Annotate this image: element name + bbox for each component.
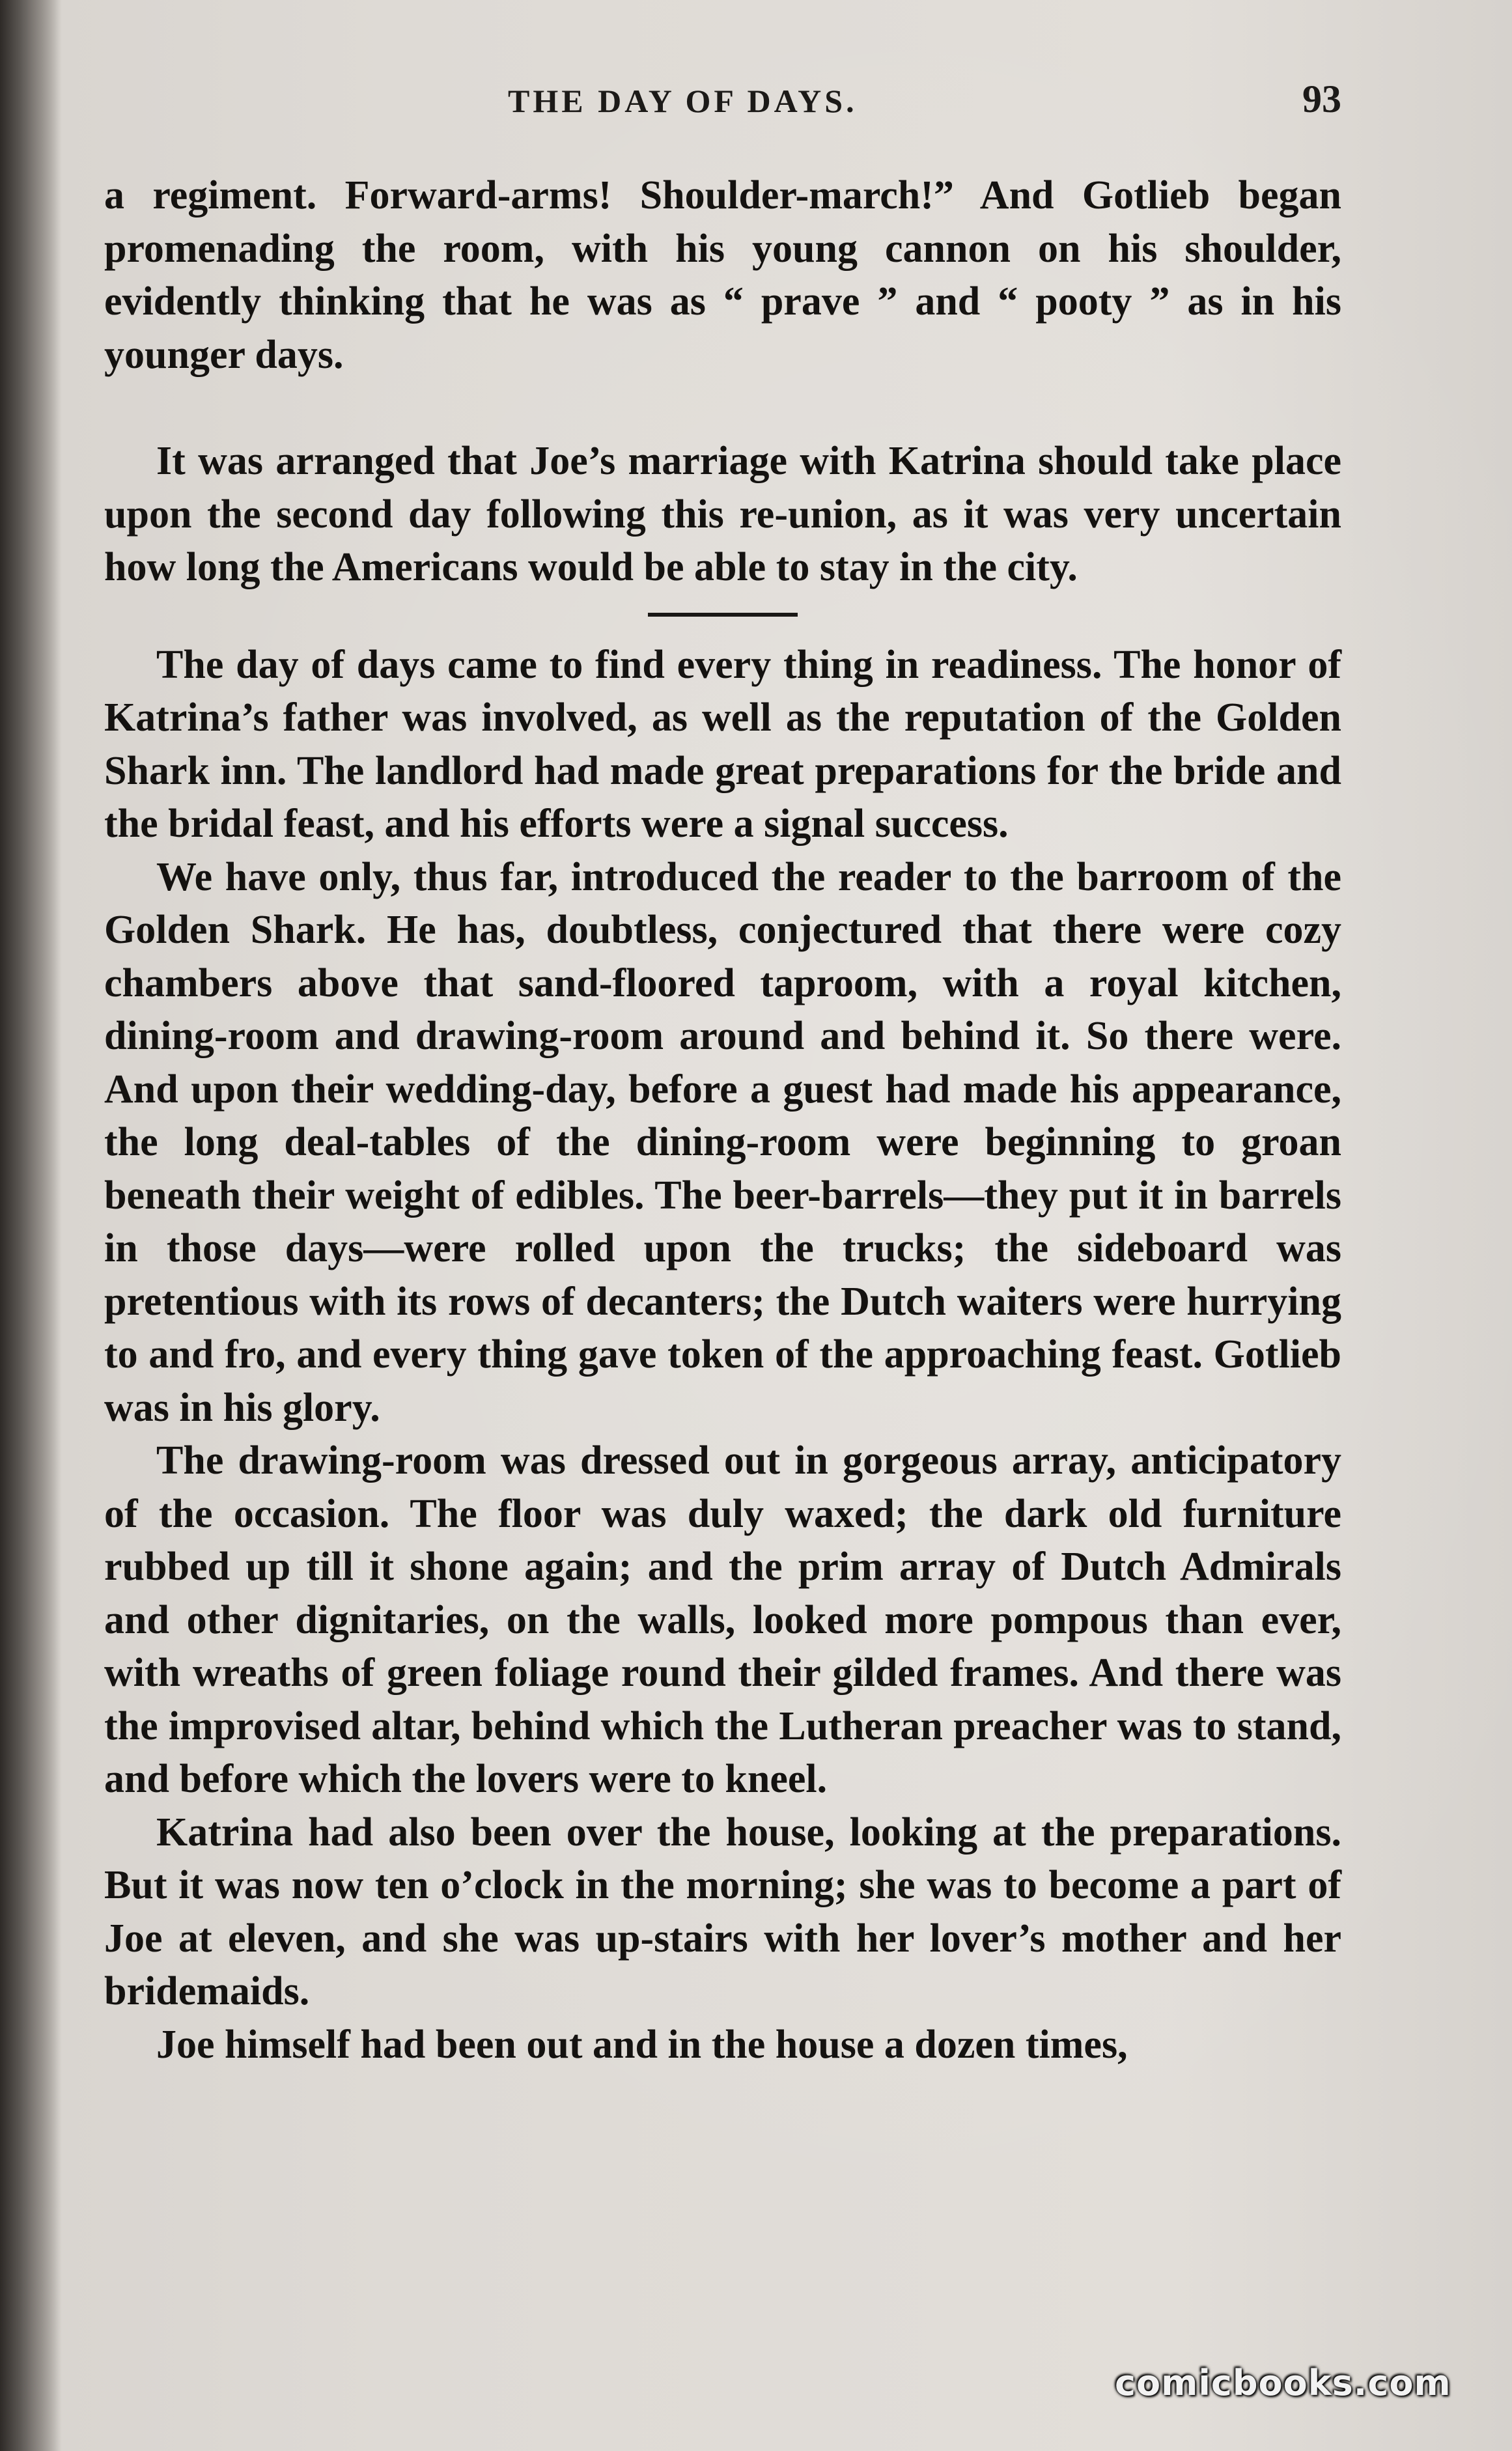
paragraph-7: Joe himself had been out and in the house a dozen times, — [156, 2022, 1128, 2067]
paragraph-5: The drawing-room was dressed out in gorgeous array, anticipatory of the occasion. The floor was duly waxed; the dark old furniture rubbed up till it shone again; and the prim array of Dutch Admirals and other dignitaries, on the walls, looked more pompous than ever, with wreaths of green foliage round their gilded frames. And there was the improvised altar, behind which the Lutheran preacher was to stand, and before which the lovers were to kneel. — [104, 1438, 1341, 1801]
paragraph-6: Katrina had also been over the house, looking at the preparations. But it was now ten o’clock in the morning; she was to become a part of Joe at eleven, and she was up-stairs with her lover’s mother and her bridemaids. — [104, 1810, 1341, 2013]
section-divider — [648, 613, 798, 617]
page-header — [0, 77, 1512, 129]
paragraph-1: a regiment. Forward-arms! Shoulder-march!” And Gotlieb began promenading the room, with his young cannon on his shoulder, evidently thinking that he was as “ prave ” and “ pooty ” as in his younger days. — [104, 173, 1341, 377]
body-text — [104, 169, 1341, 2071]
paragraph-4: We have only, thus far, introduced the reader to the barroom of the Golden Shark. He has, doubtless, conjectured that there were cozy chambers above that sand-floored taproom, with a royal kitchen, dining-room and drawing-room around and behind it. So there were. And upon their wedding-day, before a guest had made his appearance, the long deal-tables of the dining-room were beginning to groan beneath their weight of edibles. The beer-barrels—they put it in barrels in those days—were rolled upon the trucks; the sideboard was pretentious with its rows of decanters; the Dutch waiters were hurrying to and fro, and every thing gave token of the approaching feast. Gotlieb was in his glory. — [104, 854, 1341, 1430]
paragraph-3: The day of days came to find every thing in readiness. The honor of Katrina’s father was involved, as well as the reputation of the Golden Shark inn. The landlord had made great preparations for the bride and the bridal feast, and his efforts were a signal success. — [104, 642, 1341, 846]
page-number: 93 — [1302, 77, 1341, 120]
paragraph-2: It was arranged that Joe’s marriage with Katrina should take place upon the second day following this re-union, as it was very uncertain how long the Americans would be able to stay in the city. — [104, 439, 1341, 589]
book-gutter — [0, 0, 62, 2451]
running-title: THE DAY OF DAYS. — [508, 83, 858, 119]
watermark: comicbooks.com — [1115, 2362, 1451, 2403]
